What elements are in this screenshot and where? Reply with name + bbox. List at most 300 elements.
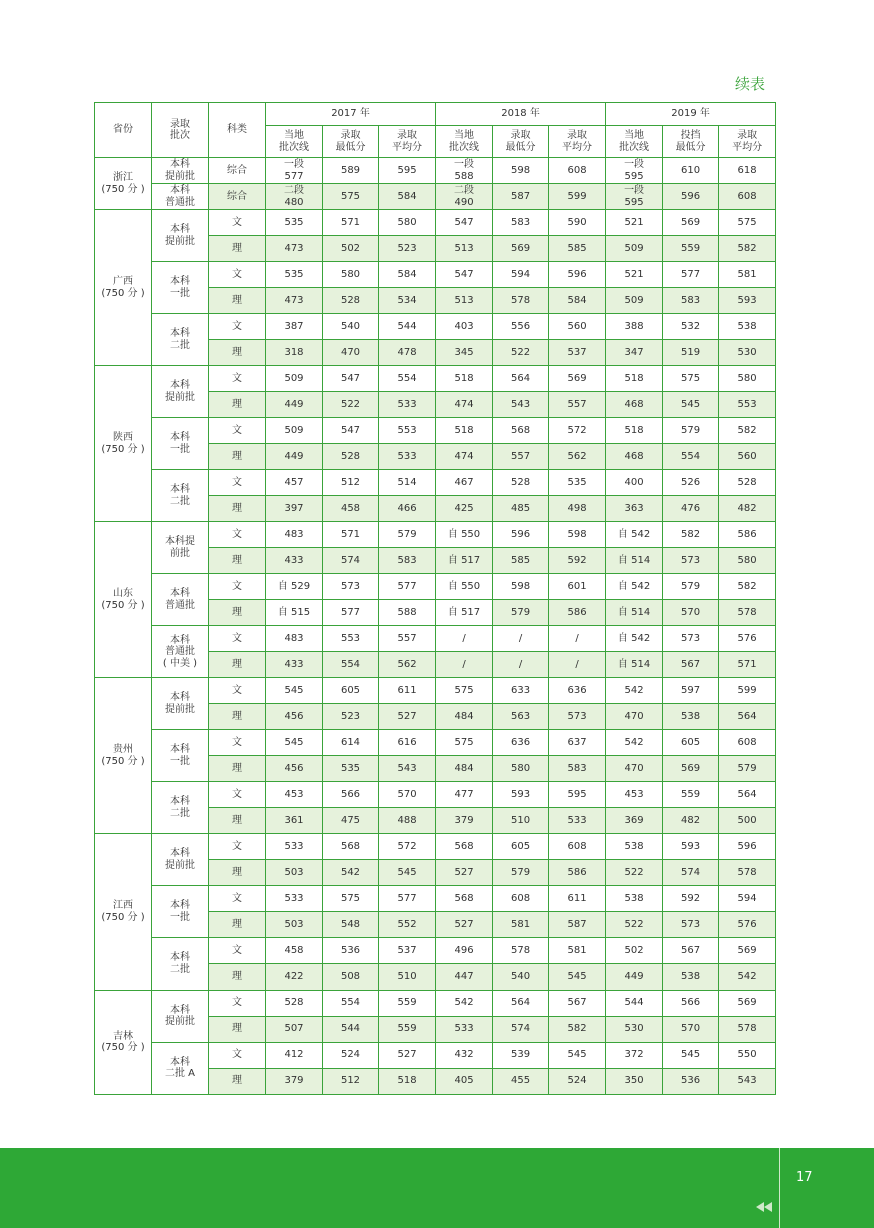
- score-cell: 345: [436, 340, 493, 366]
- score-cell: 569: [663, 210, 719, 236]
- score-cell: 458: [266, 938, 323, 964]
- subject-cell: 文: [209, 938, 266, 964]
- score-cell: 513: [436, 236, 493, 262]
- score-cell: 582: [663, 522, 719, 548]
- score-cell: 593: [663, 834, 719, 860]
- score-cell: 477: [436, 782, 493, 808]
- table-row: [95, 730, 776, 756]
- score-cell: 347: [606, 340, 663, 366]
- table-row: [95, 418, 776, 444]
- score-cell: 536: [663, 1068, 719, 1094]
- score-cell: 521: [606, 210, 663, 236]
- score-cell: 608: [549, 158, 606, 184]
- score-cell: 512: [323, 1068, 379, 1094]
- score-cell: 586: [549, 860, 606, 886]
- score-cell: 533: [436, 1016, 493, 1042]
- score-cell: 578: [719, 1016, 776, 1042]
- score-cell: 605: [663, 730, 719, 756]
- score-cell: 567: [663, 652, 719, 678]
- score-cell: 605: [493, 834, 549, 860]
- score-cell: 637: [549, 730, 606, 756]
- table-row: [95, 158, 776, 184]
- score-cell: 573: [663, 548, 719, 574]
- score-cell: 579: [663, 418, 719, 444]
- score-cell: 594: [493, 262, 549, 288]
- score-cell: 518: [379, 1068, 436, 1094]
- score-cell: 581: [719, 262, 776, 288]
- subject-cell: 理: [209, 288, 266, 314]
- score-cell: 553: [719, 392, 776, 418]
- score-cell: 456: [266, 704, 323, 730]
- score-cell: 524: [323, 1042, 379, 1068]
- score-cell: 468: [606, 444, 663, 470]
- score-cell: 475: [323, 808, 379, 834]
- double-left-arrow-icon[interactable]: [756, 1202, 772, 1212]
- score-cell: 550: [719, 1042, 776, 1068]
- score-cell: 554: [323, 652, 379, 678]
- score-cell: 503: [266, 912, 323, 938]
- subject-cell: 理: [209, 912, 266, 938]
- score-cell: 483: [266, 522, 323, 548]
- table-row: [95, 314, 776, 340]
- score-cell: 564: [719, 782, 776, 808]
- subject-cell: 理: [209, 340, 266, 366]
- score-cell: 579: [379, 522, 436, 548]
- score-cell: 580: [323, 262, 379, 288]
- score-cell: 633: [493, 678, 549, 704]
- score-cell: 585: [493, 548, 549, 574]
- score-cell: 527: [379, 1042, 436, 1068]
- score-cell: 528: [323, 444, 379, 470]
- score-cell: 458: [323, 496, 379, 522]
- score-cell: 一段 588: [436, 158, 493, 184]
- score-cell: 562: [379, 652, 436, 678]
- score-cell: 485: [493, 496, 549, 522]
- subject-cell: 理: [209, 392, 266, 418]
- score-cell: 538: [606, 886, 663, 912]
- score-cell: 587: [493, 184, 549, 210]
- score-cell: 575: [663, 366, 719, 392]
- score-cell: 528: [493, 470, 549, 496]
- score-cell: 557: [379, 626, 436, 652]
- score-cell: 557: [493, 444, 549, 470]
- score-cell: 545: [379, 860, 436, 886]
- score-cell: 379: [266, 1068, 323, 1094]
- score-cell: 571: [323, 210, 379, 236]
- score-cell: 569: [549, 366, 606, 392]
- score-cell: 397: [266, 496, 323, 522]
- table-row: [95, 626, 776, 652]
- score-cell: 466: [379, 496, 436, 522]
- score-cell: 570: [379, 782, 436, 808]
- header-2017-avg-score: 录取 平均分: [379, 126, 436, 158]
- score-cell: 533: [379, 392, 436, 418]
- score-cell: 608: [719, 730, 776, 756]
- header-2017-batch-line: 当地 批次线: [266, 126, 323, 158]
- score-cell: 542: [719, 964, 776, 990]
- score-cell: 533: [379, 444, 436, 470]
- score-cell: 560: [549, 314, 606, 340]
- score-cell: 542: [436, 990, 493, 1016]
- score-cell: 573: [549, 704, 606, 730]
- score-cell: 543: [379, 756, 436, 782]
- score-cell: 579: [493, 860, 549, 886]
- score-cell: 453: [606, 782, 663, 808]
- score-cell: 自 514: [606, 600, 663, 626]
- table-row: [95, 678, 776, 704]
- score-cell: 636: [493, 730, 549, 756]
- score-cell: 473: [266, 236, 323, 262]
- continued-label: 续表: [735, 75, 766, 93]
- score-cell: 583: [549, 756, 606, 782]
- batch-cell: 本科 二批: [152, 938, 209, 990]
- score-cell: 584: [549, 288, 606, 314]
- score-cell: 578: [493, 938, 549, 964]
- score-cell: 596: [493, 522, 549, 548]
- table-row: [95, 574, 776, 600]
- score-cell: 537: [549, 340, 606, 366]
- score-cell: 自 542: [606, 522, 663, 548]
- batch-cell: 本科 普通批 ( 中美 ): [152, 626, 209, 678]
- score-cell: 570: [663, 600, 719, 626]
- batch-cell: 本科 二批: [152, 470, 209, 522]
- score-cell: 573: [323, 574, 379, 600]
- score-cell: 584: [379, 184, 436, 210]
- batch-cell: 本科 普通批: [152, 574, 209, 626]
- score-cell: 576: [719, 912, 776, 938]
- score-cell: 564: [719, 704, 776, 730]
- score-cell: 449: [606, 964, 663, 990]
- score-cell: 579: [493, 600, 549, 626]
- score-cell: 457: [266, 470, 323, 496]
- score-cell: /: [549, 626, 606, 652]
- score-cell: 581: [493, 912, 549, 938]
- score-cell: 582: [719, 418, 776, 444]
- score-cell: 476: [663, 496, 719, 522]
- score-cell: 498: [549, 496, 606, 522]
- score-cell: 544: [379, 314, 436, 340]
- score-cell: 433: [266, 548, 323, 574]
- score-cell: 580: [719, 366, 776, 392]
- score-cell: 533: [549, 808, 606, 834]
- score-cell: /: [436, 652, 493, 678]
- batch-cell: 本科 一批: [152, 262, 209, 314]
- score-cell: 547: [323, 418, 379, 444]
- score-cell: 586: [549, 600, 606, 626]
- score-cell: 一段 595: [606, 184, 663, 210]
- score-cell: 552: [379, 912, 436, 938]
- subject-cell: 文: [209, 470, 266, 496]
- score-cell: 507: [266, 1016, 323, 1042]
- score-cell: 564: [493, 366, 549, 392]
- province-cell: 贵州 (750 分 ): [95, 678, 152, 834]
- score-cell: 518: [606, 418, 663, 444]
- score-cell: 537: [379, 938, 436, 964]
- score-cell: 509: [266, 366, 323, 392]
- score-cell: 432: [436, 1042, 493, 1068]
- score-cell: 519: [663, 340, 719, 366]
- score-cell: 576: [719, 626, 776, 652]
- score-cell: 524: [549, 1068, 606, 1094]
- page-number: 17: [796, 1170, 813, 1185]
- score-cell: 584: [379, 262, 436, 288]
- header-year-2017: 2017 年: [266, 103, 436, 126]
- score-cell: 614: [323, 730, 379, 756]
- score-cell: 自 542: [606, 626, 663, 652]
- score-cell: 557: [549, 392, 606, 418]
- score-cell: 569: [663, 756, 719, 782]
- score-cell: 568: [436, 834, 493, 860]
- score-cell: 554: [323, 990, 379, 1016]
- table-row: [95, 522, 776, 548]
- subject-cell: 文: [209, 834, 266, 860]
- score-cell: 545: [266, 678, 323, 704]
- score-cell: 542: [606, 678, 663, 704]
- subject-cell: 文: [209, 886, 266, 912]
- header-subject: 科类: [209, 103, 266, 158]
- province-cell: 山东 (750 分 ): [95, 522, 152, 678]
- score-cell: 579: [719, 756, 776, 782]
- score-cell: 422: [266, 964, 323, 990]
- score-cell: 二段 480: [266, 184, 323, 210]
- batch-cell: 本科 一批: [152, 730, 209, 782]
- score-cell: 579: [663, 574, 719, 600]
- score-cell: 594: [719, 886, 776, 912]
- batch-cell: 本科 提前批: [152, 834, 209, 886]
- score-cell: 577: [379, 574, 436, 600]
- score-cell: 571: [323, 522, 379, 548]
- score-cell: 369: [606, 808, 663, 834]
- score-cell: 521: [606, 262, 663, 288]
- subject-cell: 综合: [209, 184, 266, 210]
- province-cell: 陕西 (750 分 ): [95, 366, 152, 522]
- score-cell: /: [493, 652, 549, 678]
- score-cell: 608: [493, 886, 549, 912]
- batch-cell: 本科 二批 A: [152, 1042, 209, 1094]
- score-cell: 522: [606, 860, 663, 886]
- score-cell: 580: [379, 210, 436, 236]
- subject-cell: 理: [209, 860, 266, 886]
- subject-cell: 理: [209, 496, 266, 522]
- score-cell: 447: [436, 964, 493, 990]
- score-cell: 一段 595: [606, 158, 663, 184]
- score-cell: 564: [493, 990, 549, 1016]
- subject-cell: 文: [209, 1042, 266, 1068]
- score-cell: 592: [663, 886, 719, 912]
- header-province: 省份: [95, 103, 152, 158]
- subject-cell: 文: [209, 678, 266, 704]
- score-cell: 自 514: [606, 652, 663, 678]
- score-cell: 522: [493, 340, 549, 366]
- score-cell: 545: [663, 392, 719, 418]
- score-cell: 474: [436, 444, 493, 470]
- score-cell: 433: [266, 652, 323, 678]
- score-cell: 554: [379, 366, 436, 392]
- header-2019-batch-line: 当地 批次线: [606, 126, 663, 158]
- score-cell: 535: [323, 756, 379, 782]
- score-cell: 582: [719, 574, 776, 600]
- score-cell: 574: [493, 1016, 549, 1042]
- header-2019-avg-score: 录取 平均分: [719, 126, 776, 158]
- score-cell: 577: [323, 600, 379, 626]
- score-cell: 611: [379, 678, 436, 704]
- score-cell: 自 515: [266, 600, 323, 626]
- score-cell: 575: [323, 886, 379, 912]
- score-cell: 608: [719, 184, 776, 210]
- score-cell: 425: [436, 496, 493, 522]
- score-cell: 361: [266, 808, 323, 834]
- score-cell: 559: [663, 236, 719, 262]
- score-cell: 512: [323, 470, 379, 496]
- score-cell: 545: [663, 1042, 719, 1068]
- subject-cell: 理: [209, 236, 266, 262]
- score-cell: 595: [549, 782, 606, 808]
- score-cell: 405: [436, 1068, 493, 1094]
- subject-cell: 理: [209, 1016, 266, 1042]
- admission-score-table: [94, 102, 776, 1095]
- subject-cell: 理: [209, 548, 266, 574]
- score-cell: 自 542: [606, 574, 663, 600]
- score-cell: 563: [493, 704, 549, 730]
- subject-cell: 文: [209, 782, 266, 808]
- score-cell: 455: [493, 1068, 549, 1094]
- table-row: [95, 262, 776, 288]
- score-cell: 379: [436, 808, 493, 834]
- score-cell: 510: [493, 808, 549, 834]
- score-cell: 496: [436, 938, 493, 964]
- score-cell: 527: [436, 912, 493, 938]
- header-year-2019: 2019 年: [606, 103, 776, 126]
- score-cell: 523: [379, 236, 436, 262]
- score-cell: 528: [323, 288, 379, 314]
- score-cell: 556: [493, 314, 549, 340]
- score-cell: 508: [323, 964, 379, 990]
- subject-cell: 理: [209, 808, 266, 834]
- score-cell: 588: [379, 600, 436, 626]
- table-row: [95, 938, 776, 964]
- score-cell: 388: [606, 314, 663, 340]
- batch-cell: 本科 一批: [152, 886, 209, 938]
- score-cell: 533: [266, 834, 323, 860]
- score-cell: 547: [436, 210, 493, 236]
- score-cell: 575: [323, 184, 379, 210]
- score-cell: 547: [323, 366, 379, 392]
- score-cell: 544: [323, 1016, 379, 1042]
- header-year-2018: 2018 年: [436, 103, 606, 126]
- score-cell: 570: [663, 1016, 719, 1042]
- batch-cell: 本科 普通批: [152, 184, 209, 210]
- footer-divider: [779, 1148, 780, 1228]
- score-cell: 528: [719, 470, 776, 496]
- score-cell: /: [549, 652, 606, 678]
- score-cell: 554: [663, 444, 719, 470]
- score-cell: 542: [606, 730, 663, 756]
- score-cell: 456: [266, 756, 323, 782]
- score-cell: 540: [323, 314, 379, 340]
- score-cell: 569: [493, 236, 549, 262]
- score-cell: 522: [323, 392, 379, 418]
- score-cell: 562: [549, 444, 606, 470]
- score-cell: 522: [606, 912, 663, 938]
- score-cell: 518: [606, 366, 663, 392]
- batch-cell: 本科 提前批: [152, 366, 209, 418]
- score-cell: 539: [493, 1042, 549, 1068]
- score-cell: 535: [266, 262, 323, 288]
- subject-cell: 理: [209, 704, 266, 730]
- score-cell: 538: [663, 704, 719, 730]
- header-batch: 录取 批次: [152, 103, 209, 158]
- score-cell: 542: [323, 860, 379, 886]
- batch-cell: 本科 提前批: [152, 678, 209, 730]
- table-row: [95, 834, 776, 860]
- score-cell: /: [436, 626, 493, 652]
- score-cell: 572: [379, 834, 436, 860]
- subject-cell: 文: [209, 210, 266, 236]
- score-cell: 540: [493, 964, 549, 990]
- subject-cell: 文: [209, 626, 266, 652]
- score-cell: 473: [266, 288, 323, 314]
- score-cell: 567: [663, 938, 719, 964]
- score-cell: 573: [663, 626, 719, 652]
- score-cell: 548: [323, 912, 379, 938]
- score-cell: 568: [436, 886, 493, 912]
- score-cell: 597: [663, 678, 719, 704]
- score-cell: 567: [549, 990, 606, 1016]
- subject-cell: 文: [209, 574, 266, 600]
- score-cell: 578: [719, 860, 776, 886]
- score-cell: 583: [663, 288, 719, 314]
- score-cell: 488: [379, 808, 436, 834]
- score-cell: 468: [606, 392, 663, 418]
- score-cell: 560: [719, 444, 776, 470]
- score-cell: 535: [549, 470, 606, 496]
- score-cell: 509: [606, 236, 663, 262]
- score-cell: 589: [323, 158, 379, 184]
- score-cell: 586: [719, 522, 776, 548]
- score-cell: 568: [323, 834, 379, 860]
- header-2018-batch-line: 当地 批次线: [436, 126, 493, 158]
- table-row: [95, 210, 776, 236]
- score-cell: 569: [719, 938, 776, 964]
- score-cell: 569: [719, 990, 776, 1016]
- score-cell: 502: [323, 236, 379, 262]
- score-cell: 474: [436, 392, 493, 418]
- score-cell: 372: [606, 1042, 663, 1068]
- score-cell: 514: [379, 470, 436, 496]
- score-cell: 484: [436, 756, 493, 782]
- subject-cell: 理: [209, 600, 266, 626]
- score-cell: 598: [493, 158, 549, 184]
- score-cell: 559: [379, 1016, 436, 1042]
- score-cell: 581: [549, 938, 606, 964]
- score-cell: 608: [549, 834, 606, 860]
- score-cell: 574: [663, 860, 719, 886]
- score-cell: 470: [323, 340, 379, 366]
- score-cell: 513: [436, 288, 493, 314]
- batch-cell: 本科 一批: [152, 418, 209, 470]
- score-cell: 545: [549, 1042, 606, 1068]
- score-cell: 577: [379, 886, 436, 912]
- table-row: [95, 886, 776, 912]
- score-cell: 587: [549, 912, 606, 938]
- score-cell: 596: [549, 262, 606, 288]
- subject-cell: 文: [209, 990, 266, 1016]
- score-cell: 533: [266, 886, 323, 912]
- score-cell: 526: [663, 470, 719, 496]
- score-cell: 363: [606, 496, 663, 522]
- score-cell: 318: [266, 340, 323, 366]
- score-cell: 530: [606, 1016, 663, 1042]
